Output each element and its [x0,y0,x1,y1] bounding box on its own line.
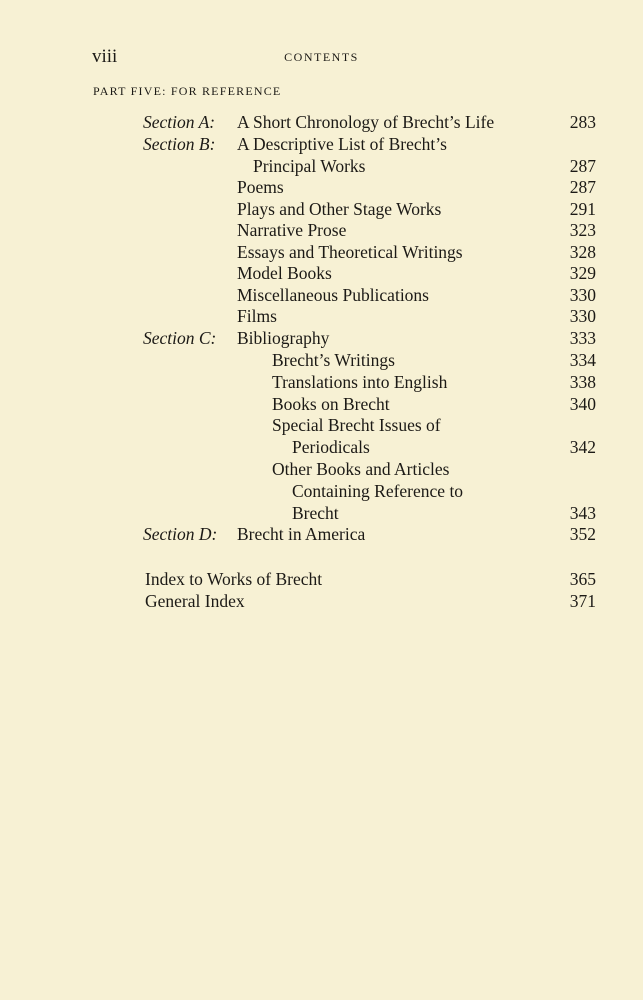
toc-entry-essays: Essays and Theoretical Writings [237,242,463,262]
section-b-page: 287 [569,156,596,176]
running-head: CONTENTS [284,50,359,64]
toc-page-translations: 338 [569,372,596,392]
toc-page-misc: 330 [569,285,596,305]
toc-entry-other-books-line2: Containing Reference to [292,481,464,501]
toc-entry-special-issues-line2: Periodicals [292,437,370,457]
toc-entry-model-books: Model Books [237,263,332,283]
toc-page-poems: 287 [569,177,596,197]
toc-page-films: 330 [569,306,596,326]
section-b-title-line2: Principal Works [253,156,366,176]
toc-entry-index-works: Index to Works of Brecht [145,569,323,589]
section-d-label: Section D: [143,524,218,544]
section-c-page: 333 [569,328,596,348]
section-b-title-line1: A Descriptive List of Brecht’s [237,134,447,154]
toc-entry-special-issues-line1: Special Brecht Issues of [272,415,441,435]
toc-page-index-works: 365 [569,569,596,589]
toc-entry-films: Films [237,306,277,326]
section-b-label: Section B: [143,134,216,154]
section-d-page: 352 [569,524,596,544]
section-a-page: 283 [569,112,596,132]
toc-page-plays: 291 [569,199,596,219]
toc-entry-misc: Miscellaneous Publications [237,285,429,305]
page-number: viii [92,46,118,67]
toc-page-model-books: 329 [569,263,596,283]
toc-entry-plays: Plays and Other Stage Works [237,199,442,219]
toc-page-books-on-brecht: 340 [569,394,596,414]
toc-entry-other-books-line3: Brecht [292,503,339,523]
toc-entry-other-books-line1: Other Books and Articles [272,459,450,479]
section-d-title: Brecht in America [237,524,366,544]
toc-entry-brechts-writings: Brecht’s Writings [272,350,395,370]
section-a-title: A Short Chronology of Brecht’s Life [237,112,495,132]
toc-entry-general-index: General Index [145,591,245,611]
part-heading: PART FIVE: FOR REFERENCE [93,84,282,98]
section-c-title: Bibliography [237,328,330,348]
toc-entry-narrative-prose: Narrative Prose [237,220,347,240]
toc-page-general-index: 371 [569,591,596,611]
toc-page-narrative-prose: 323 [569,220,596,240]
toc-page-brechts-writings: 334 [569,350,596,370]
toc-entry-poems: Poems [237,177,284,197]
toc-page-other-books: 343 [569,503,596,523]
toc-page-special-issues: 342 [569,437,596,457]
toc-page-essays: 328 [569,242,596,262]
toc-entry-translations: Translations into English [272,372,448,392]
section-c-label: Section C: [143,328,217,348]
toc-entry-books-on-brecht: Books on Brecht [272,394,390,414]
section-a-label: Section A: [143,112,216,132]
